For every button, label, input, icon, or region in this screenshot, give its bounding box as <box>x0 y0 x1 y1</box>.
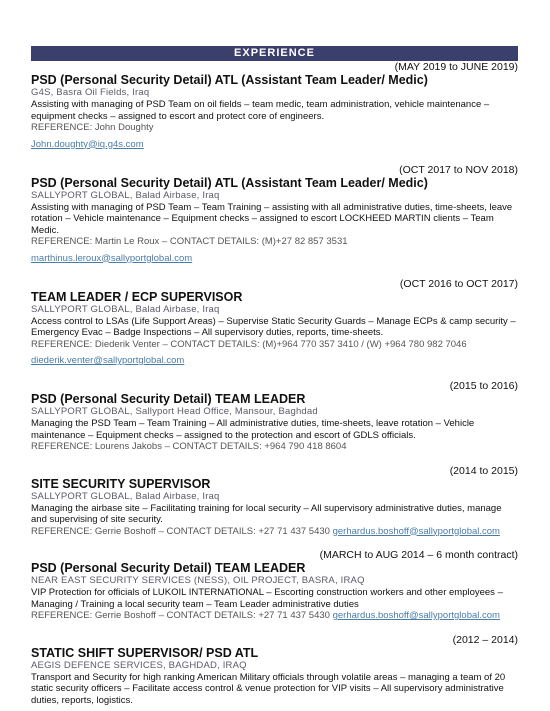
job-date: (2014 to 2015) <box>449 464 518 477</box>
job-title: SITE SECURITY SUPERVISOR <box>31 476 211 491</box>
job-employer: SALLYPORT GLOBAL, Balad Airbase, Iraq <box>31 490 220 502</box>
job-date: (MAY 2019 to JUNE 2019) <box>394 61 518 73</box>
job-description: Transport and Security for high ranking American Military officials through volatile areas – managing a team of 20 static security officers – Facilitate access control & venue protection for VIP visits – All supervisory administrative duties, reports, logistics. <box>31 671 506 706</box>
reference-email-link[interactable]: gerhardus.boshoff@sallyportglobal.com <box>332 610 500 621</box>
job-title: PSD (Personal Security Detail) ATL (Assistant Team Leader/ Medic) <box>31 175 428 190</box>
job-reference: REFERENCE: Lourens Jakobs – CONTACT DETAILS: +964 790 418 8604 <box>31 441 347 452</box>
job-employer: AEGIS DEFENCE SERVICES, BAGHDAD, IRAQ <box>31 659 247 671</box>
resume-page <box>31 46 518 706</box>
job-date: (OCT 2016 to OCT 2017) <box>399 277 518 290</box>
job-description: Managing the PSD Team – Team Training – All administrative duties, time-sheets, leave rotation – Vehicle maintenance – Equipment checks – assigned to the protection and escort of GDLS officials. <box>31 418 475 441</box>
section-heading-experience: EXPERIENCE <box>31 46 518 61</box>
job-reference: REFERENCE: John Doughty <box>31 122 154 133</box>
job-entry <box>31 380 518 453</box>
job-title: PSD (Personal Security Detail) TEAM LEADER <box>31 392 306 406</box>
job-title: STATIC SHIFT SUPERVISOR/ PSD ATL <box>31 645 259 660</box>
reference-email-link[interactable]: John.doughty@iq.g4s.com <box>31 138 144 150</box>
job-description: Assisting with managing of PSD Team on oil fields – team medic, team administration, vehicle maintenance – equipment checks – assigned to escort and protect core of engineers. <box>31 99 490 122</box>
job-employer: SALLYPORT GLOBAL, Balad Airbase, Iraq <box>31 189 220 201</box>
job-date: (2012 – 2014) <box>452 633 518 646</box>
job-reference <box>31 610 518 622</box>
job-entry <box>31 549 518 622</box>
job-reference-text: REFERENCE: Gerrie Boshoff – CONTACT DETAILS: +27 71 437 5430 <box>31 610 333 621</box>
reference-email-link[interactable]: marthinus.leroux@sallyportglobal.com <box>31 252 193 264</box>
job-employer: G4S, Basra Oil Fields, Iraq <box>31 87 150 98</box>
reference-email-link[interactable]: gerhardus.boshoff@sallyportglobal.com <box>332 525 500 537</box>
job-entry <box>31 465 518 538</box>
job-entry <box>31 634 518 707</box>
job-title: PSD (Personal Security Detail) TEAM LEADER <box>31 561 306 575</box>
job-reference: REFERENCE: Diederik Venter – CONTACT DETAILS: (M)+964 770 357 3410 / (W) +964 780 982 7046 <box>31 338 467 350</box>
job-description: Access control to LSAs (Life Support Areas) – Supervise Static Security Guards – Manage ECPs & camp security – Emergency Evac – Badge Inspections – All supervisory duties, reports, time-sheets. <box>31 315 516 338</box>
reference-email-link[interactable]: diederik.venter@sallyportglobal.com <box>31 355 185 366</box>
job-date: (MARCH to AUG 2014 – 6 month contract) <box>319 549 518 561</box>
job-employer: SALLYPORT GLOBAL, Balad Airbase, Iraq <box>31 303 220 315</box>
job-title: TEAM LEADER / ECP SUPERVISOR <box>31 289 243 304</box>
job-reference-text: REFERENCE: Gerrie Boshoff – CONTACT DETAILS: +27 71 437 5430 <box>31 525 333 537</box>
job-employer: SALLYPORT GLOBAL, Sallyport Head Office, Mansour, Baghdad <box>31 406 318 417</box>
job-reference <box>31 526 518 538</box>
job-description: Managing the airbase site – Facilitating training for local security – All supervisory administrative duties, manage and supervising of site security. <box>31 502 502 525</box>
job-description: Assisting with managing of PSD Team – Team Training – assisting with all administrative duties, time-sheets, leave rotation – Vehicle maintenance – Equipment checks – assigned to escort LOCKHEED MARTIN clients – Team Medic. <box>31 201 513 236</box>
job-date: (2015 to 2016) <box>449 380 518 392</box>
job-description: VIP Protection for officials of LUKOIL INTERNATIONAL – Escorting construction workers and other employees – Managing / Training a local security team – Team Leader administrative duties <box>31 587 503 610</box>
job-date: (OCT 2017 to NOV 2018) <box>399 163 518 176</box>
job-reference: REFERENCE: Martin Le Roux – CONTACT DETAILS: (M)+27 82 857 3531 <box>31 236 348 247</box>
job-title: PSD (Personal Security Detail) ATL (Assistant Team Leader/ Medic) <box>31 73 428 87</box>
job-entry <box>31 164 518 266</box>
job-entry <box>31 278 518 369</box>
job-employer: NEAR EAST SECURITY SERVICES (NESS), OIL PROJECT, BASRA, IRAQ <box>31 575 365 586</box>
job-entry <box>31 61 518 152</box>
